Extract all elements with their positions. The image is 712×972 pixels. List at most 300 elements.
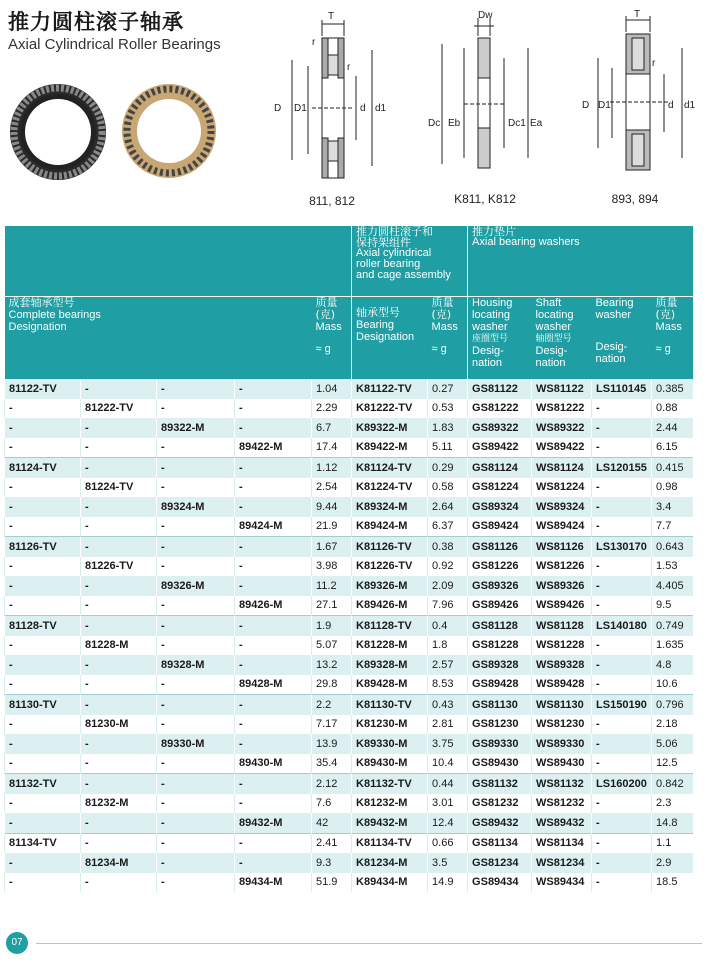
table-cell: - (5, 813, 81, 833)
table-cell: 3.75 (428, 734, 468, 754)
table-cell: - (592, 794, 652, 814)
table-cell: WS81224 (532, 478, 592, 498)
dim-eb-label: Eb (448, 118, 461, 129)
table-cell: - (592, 754, 652, 774)
table-cell: 89322-M (157, 418, 235, 438)
table-cell: WS89434 (532, 873, 592, 893)
table-cell: K81232-M (352, 794, 428, 814)
diagram-caption-893: 893, 894 (611, 192, 659, 206)
table-cell: WS89428 (532, 675, 592, 695)
table-row (5, 557, 693, 577)
table-cell: - (592, 478, 652, 498)
table-cell: 0.44 (428, 774, 468, 794)
dim-d1-inner-label: d1 (375, 103, 387, 114)
dim-dc1-label: Dc1 (508, 118, 526, 129)
table-cell: - (592, 557, 652, 577)
table-cell: GS81134 (468, 833, 532, 853)
table-cell: 12.4 (428, 813, 468, 833)
table-cell: - (81, 833, 157, 853)
table-cell: - (81, 754, 157, 774)
table-cell: WS89424 (532, 517, 592, 537)
table-cell: - (235, 458, 312, 478)
table-cell: GS81130 (468, 695, 532, 715)
table-cell: - (235, 794, 312, 814)
table-cell: - (235, 734, 312, 754)
diagram-k811-k812 (420, 8, 550, 188)
table-cell: - (235, 695, 312, 715)
table-row (5, 853, 693, 873)
table-cell: K81234-M (352, 853, 428, 873)
table-cell: 81234-M (81, 853, 157, 873)
table-cell: K89322-M (352, 418, 428, 438)
table-cell: - (157, 873, 235, 893)
table-cell: K81224-TV (352, 478, 428, 498)
table-cell: GS89424 (468, 517, 532, 537)
table-cell: 13.2 (312, 655, 352, 675)
table-cell: - (157, 794, 235, 814)
table-row (5, 754, 693, 774)
table-cell: 0.88 (652, 399, 693, 419)
header-mass-3: 质量 (克) Mass ≈ g (652, 297, 693, 380)
table-cell: - (235, 636, 312, 656)
table-cell: - (157, 557, 235, 577)
table-cell: - (81, 379, 157, 399)
table-cell: K81126-TV (352, 537, 428, 557)
table-cell: GS81234 (468, 853, 532, 873)
table-cell: LS130170 (592, 537, 652, 557)
table-row (5, 794, 693, 814)
table-cell: - (157, 754, 235, 774)
table-cell: 81130-TV (5, 695, 81, 715)
dim-d-inner-label: d (360, 103, 366, 114)
table-cell: - (592, 873, 652, 893)
table-cell: 1.1 (652, 833, 693, 853)
table-cell: - (81, 675, 157, 695)
table-cell: 18.5 (652, 873, 693, 893)
table-cell: - (235, 655, 312, 675)
table-cell: 0.415 (652, 458, 693, 478)
table-cell: 0.38 (428, 537, 468, 557)
table-cell: - (81, 458, 157, 478)
table-cell: - (5, 418, 81, 438)
header-shaft-washer: Shaft locating washer 轴圈型号 Desig- nation (532, 297, 592, 380)
dim-d13-inner-label: d1 (684, 100, 696, 111)
header-row-groups (5, 226, 693, 297)
table-cell: - (5, 675, 81, 695)
table-cell: 89434-M (235, 873, 312, 893)
table-cell: WS89326 (532, 576, 592, 596)
table-cell: WS89328 (532, 655, 592, 675)
table-cell: - (81, 655, 157, 675)
table-cell: 0.4 (428, 616, 468, 636)
table-cell: K81128-TV (352, 616, 428, 636)
table-cell: 3.01 (428, 794, 468, 814)
diagram-caption-811: 811, 812 (309, 194, 355, 208)
table-cell: WS89432 (532, 813, 592, 833)
table-cell: 0.92 (428, 557, 468, 577)
table-cell: - (235, 418, 312, 438)
table-cell: - (592, 813, 652, 833)
table-row (5, 497, 693, 517)
diagram-caption-k811: K811, K812 (454, 192, 516, 206)
table-cell: K89428-M (352, 675, 428, 695)
table-cell: WS89330 (532, 734, 592, 754)
table-cell: - (592, 655, 652, 675)
table-cell: WS81226 (532, 557, 592, 577)
table-cell: 2.09 (428, 576, 468, 596)
table-cell: 89330-M (157, 734, 235, 754)
table-cell: WS89322 (532, 418, 592, 438)
table-cell: 3.5 (428, 853, 468, 873)
table-cell: 10.4 (428, 754, 468, 774)
table-cell: 27.1 (312, 596, 352, 616)
diagram-811-812 (272, 10, 392, 195)
table-cell: - (5, 497, 81, 517)
table-row (5, 616, 693, 636)
table-cell: 2.54 (312, 478, 352, 498)
table-cell: 0.66 (428, 833, 468, 853)
table-row (5, 517, 693, 537)
table-cell: K81122-TV (352, 379, 428, 399)
table-row (5, 418, 693, 438)
table-cell: - (235, 616, 312, 636)
table-cell: - (157, 517, 235, 537)
table-cell: WS89324 (532, 497, 592, 517)
table-cell: - (157, 715, 235, 735)
table-cell: - (592, 517, 652, 537)
table-cell: 0.385 (652, 379, 693, 399)
table-cell: 21.9 (312, 517, 352, 537)
dim-d13-label: D1 (598, 100, 611, 111)
table-cell: 1.04 (312, 379, 352, 399)
table-cell: GS81132 (468, 774, 532, 794)
table-cell: - (81, 596, 157, 616)
table-cell: GS89422 (468, 438, 532, 458)
table-cell: 1.67 (312, 537, 352, 557)
table-row (5, 734, 693, 754)
page-number: 07 (6, 932, 28, 954)
table-cell: 2.41 (312, 833, 352, 853)
table-row (5, 478, 693, 498)
table-cell: LS120155 (592, 458, 652, 478)
table-cell: GS81224 (468, 478, 532, 498)
table-row (5, 537, 693, 557)
table-cell: - (81, 497, 157, 517)
table-cell: 7.96 (428, 596, 468, 616)
table-cell: 0.643 (652, 537, 693, 557)
table-cell: - (592, 399, 652, 419)
table-cell: 89326-M (157, 576, 235, 596)
table-cell: 10.6 (652, 675, 693, 695)
table-cell: - (81, 695, 157, 715)
table-cell: - (157, 813, 235, 833)
table-cell: 6.37 (428, 517, 468, 537)
header-washers: 推力垫片 Axial bearing washers (468, 226, 693, 297)
table-cell: K89430-M (352, 754, 428, 774)
table-cell: - (5, 438, 81, 458)
header-row-columns (5, 297, 693, 380)
table-cell: - (157, 675, 235, 695)
table-cell: - (592, 833, 652, 853)
table-row (5, 458, 693, 478)
dim-d-outer-label: D (274, 103, 282, 114)
table-cell: 5.11 (428, 438, 468, 458)
table-cell: - (157, 695, 235, 715)
footer-divider (36, 943, 702, 944)
table-cell: 81232-M (81, 794, 157, 814)
dim-t-label: T (328, 11, 335, 22)
table-cell: GS81222 (468, 399, 532, 419)
table-cell: - (157, 399, 235, 419)
page-title-en: Axial Cylindrical Roller Bearings (8, 36, 221, 53)
table-row (5, 675, 693, 695)
table-cell: 1.9 (312, 616, 352, 636)
table-cell: - (592, 596, 652, 616)
dim-r3-label: r (652, 58, 656, 69)
table-cell: GS89428 (468, 675, 532, 695)
table-row (5, 399, 693, 419)
table-cell: WS81126 (532, 537, 592, 557)
table-cell: 2.9 (652, 853, 693, 873)
table-cell: 0.58 (428, 478, 468, 498)
table-cell: K89330-M (352, 734, 428, 754)
table-cell: - (5, 478, 81, 498)
table-cell: 6.7 (312, 418, 352, 438)
table-cell: K89324-M (352, 497, 428, 517)
table-cell: - (5, 399, 81, 419)
dim-d1-outer-label: D1 (294, 103, 307, 114)
table-cell: 2.12 (312, 774, 352, 794)
table-cell: K89424-M (352, 517, 428, 537)
table-cell: 81222-TV (81, 399, 157, 419)
table-row (5, 596, 693, 616)
dim-ea-label: Ea (530, 118, 543, 129)
header-bearing-washer: Bearing washer Desig- nation (592, 297, 652, 380)
table-cell: - (592, 576, 652, 596)
table-cell: GS81228 (468, 636, 532, 656)
table-cell: WS81132 (532, 774, 592, 794)
table-cell: K89328-M (352, 655, 428, 675)
table-cell: 42 (312, 813, 352, 833)
dim-d3-label: D (582, 100, 590, 111)
table-cell: 5.07 (312, 636, 352, 656)
table-cell: - (157, 853, 235, 873)
table-cell: WS81130 (532, 695, 592, 715)
table-cell: 89428-M (235, 675, 312, 695)
table-cell: 4.405 (652, 576, 693, 596)
table-cell: K81222-TV (352, 399, 428, 419)
table-cell: - (81, 774, 157, 794)
table-cell: - (5, 853, 81, 873)
table-cell: K81230-M (352, 715, 428, 735)
table-cell: WS89430 (532, 754, 592, 774)
table-cell: - (81, 873, 157, 893)
table-cell: - (235, 399, 312, 419)
table-cell: 81126-TV (5, 537, 81, 557)
table-row (5, 873, 693, 893)
table-cell: 9.5 (652, 596, 693, 616)
dim-r2-label: r (347, 62, 351, 73)
table-cell: 11.2 (312, 576, 352, 596)
table-cell: - (235, 537, 312, 557)
table-cell: - (157, 458, 235, 478)
table-row (5, 695, 693, 715)
table-cell: 0.27 (428, 379, 468, 399)
table-cell: GS89432 (468, 813, 532, 833)
table-cell: - (235, 774, 312, 794)
table-cell: WS89422 (532, 438, 592, 458)
dim-d3-inner-label: d (668, 100, 674, 111)
table-cell: - (157, 596, 235, 616)
table-cell: GS89430 (468, 754, 532, 774)
table-cell: 89426-M (235, 596, 312, 616)
table-row (5, 636, 693, 656)
table-row (5, 813, 693, 833)
table-cell: - (5, 715, 81, 735)
table-cell: K89434-M (352, 873, 428, 893)
table-cell: K81226-TV (352, 557, 428, 577)
table-cell: - (81, 438, 157, 458)
brass-bearing-photo (118, 80, 220, 182)
table-cell: - (5, 636, 81, 656)
table-cell: 89424-M (235, 517, 312, 537)
table-cell: GS81230 (468, 715, 532, 735)
table-cell: 0.749 (652, 616, 693, 636)
table-cell: - (5, 557, 81, 577)
table-cell: - (5, 794, 81, 814)
table-cell: 13.9 (312, 734, 352, 754)
table-cell: - (157, 379, 235, 399)
table-cell: - (592, 734, 652, 754)
black-bearing-photo (6, 80, 110, 184)
table-cell: 6.15 (652, 438, 693, 458)
table-cell: 17.4 (312, 438, 352, 458)
table-cell: 0.98 (652, 478, 693, 498)
table-cell: 7.17 (312, 715, 352, 735)
table-cell: 9.3 (312, 853, 352, 873)
table-cell: 81224-TV (81, 478, 157, 498)
table-cell: - (5, 873, 81, 893)
table-cell: - (157, 616, 235, 636)
table-cell: - (81, 517, 157, 537)
page-title-cn: 推力圆柱滚子轴承 (8, 10, 184, 34)
table-cell: 1.8 (428, 636, 468, 656)
table-cell: - (157, 438, 235, 458)
table-cell: - (157, 833, 235, 853)
table-cell: - (592, 497, 652, 517)
table-cell: - (5, 655, 81, 675)
table-cell: 14.8 (652, 813, 693, 833)
table-cell: K81134-TV (352, 833, 428, 853)
table-cell: K81124-TV (352, 458, 428, 478)
table-cell: - (592, 438, 652, 458)
table-cell: 2.18 (652, 715, 693, 735)
table-cell: 81228-M (81, 636, 157, 656)
table-cell: K81132-TV (352, 774, 428, 794)
table-row (5, 379, 693, 399)
table-cell: - (5, 576, 81, 596)
table-cell: - (235, 833, 312, 853)
table-cell: 8.53 (428, 675, 468, 695)
table-cell: 3.4 (652, 497, 693, 517)
table-row (5, 715, 693, 735)
table-cell: WS81134 (532, 833, 592, 853)
table-cell: K89426-M (352, 596, 428, 616)
table-cell: 81132-TV (5, 774, 81, 794)
table-cell: 4.8 (652, 655, 693, 675)
table-cell: GS81128 (468, 616, 532, 636)
bearing-spec-table (4, 226, 693, 892)
table-cell: GS81232 (468, 794, 532, 814)
table-cell: - (235, 576, 312, 596)
table-cell: 35.4 (312, 754, 352, 774)
table-cell: 14.9 (428, 873, 468, 893)
table-row (5, 655, 693, 675)
table-cell: 2.44 (652, 418, 693, 438)
table-cell: - (81, 813, 157, 833)
table-cell: 0.29 (428, 458, 468, 478)
table-cell: 0.43 (428, 695, 468, 715)
header-mass: 质量 (克) Mass ≈ g (312, 297, 352, 380)
table-cell: GS89426 (468, 596, 532, 616)
header-housing-washer: Housing locating washer 座圈型号 Desig- nation (468, 297, 532, 380)
table-cell: - (235, 557, 312, 577)
table-cell: - (235, 497, 312, 517)
table-cell: - (235, 853, 312, 873)
table-cell: K89432-M (352, 813, 428, 833)
table-cell: 81128-TV (5, 616, 81, 636)
table-cell: 0.796 (652, 695, 693, 715)
table-cell: K81130-TV (352, 695, 428, 715)
table-cell: 7.7 (652, 517, 693, 537)
table-cell: - (81, 734, 157, 754)
table-cell: GS81122 (468, 379, 532, 399)
table-cell: 2.64 (428, 497, 468, 517)
table-cell: 29.8 (312, 675, 352, 695)
table-cell: - (592, 853, 652, 873)
table-cell: GS89328 (468, 655, 532, 675)
table-row (5, 438, 693, 458)
table-cell: 89430-M (235, 754, 312, 774)
table-cell: 0.53 (428, 399, 468, 419)
table-cell: 9.44 (312, 497, 352, 517)
table-row (5, 774, 693, 794)
table-row (5, 576, 693, 596)
table-cell: K89326-M (352, 576, 428, 596)
table-cell: - (592, 636, 652, 656)
table-cell: GS89322 (468, 418, 532, 438)
table-cell: 51.9 (312, 873, 352, 893)
table-cell: - (592, 418, 652, 438)
table-cell: 81226-TV (81, 557, 157, 577)
dim-t3-label: T (634, 9, 641, 20)
header-mass-2: 质量 (克) Mass ≈ g (428, 297, 468, 380)
table-cell: K81228-M (352, 636, 428, 656)
table-cell: 81230-M (81, 715, 157, 735)
table-cell: GS89434 (468, 873, 532, 893)
table-cell: 2.3 (652, 794, 693, 814)
table-cell: LS110145 (592, 379, 652, 399)
table-cell: 12.5 (652, 754, 693, 774)
table-cell: WS81228 (532, 636, 592, 656)
table-cell: 5.06 (652, 734, 693, 754)
table-cell: GS89324 (468, 497, 532, 517)
table-cell: - (592, 715, 652, 735)
table-cell: 81122-TV (5, 379, 81, 399)
table-cell: WS81234 (532, 853, 592, 873)
table-cell: - (81, 418, 157, 438)
table-cell: - (235, 715, 312, 735)
